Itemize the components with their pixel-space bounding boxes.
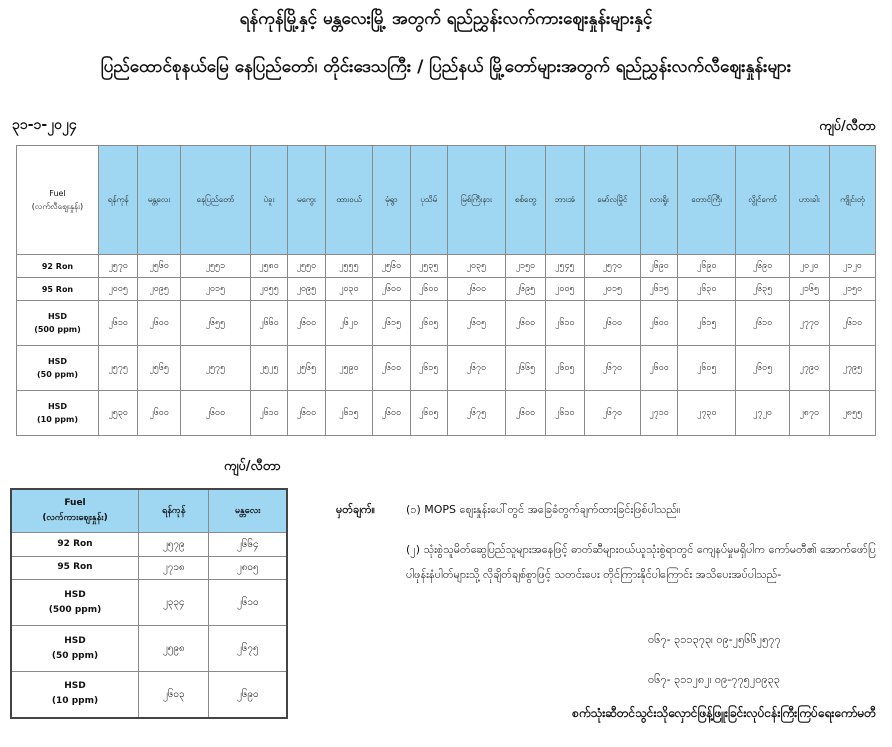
city-header: မန္တလေး <box>138 146 181 255</box>
price-cell: ၂၅၂၅ <box>250 346 287 391</box>
price-cell: ၂၅၄၅ <box>545 255 584 278</box>
city-header: ထားဝယ် <box>325 146 373 255</box>
price-cell: ၂၆၆၅ <box>505 346 545 391</box>
main_table-fuel-header-line: (လက်လီဈေးနှုန်း) <box>31 202 84 211</box>
city-header: ပဲခူး <box>250 146 287 255</box>
price-cell: ၂၅၃၅ <box>410 255 447 278</box>
fuel-type-cell-line: 92 Ron <box>41 261 74 271</box>
city-header: ပုသိမ် <box>410 146 447 255</box>
fuel-type-cell <box>11 533 139 557</box>
price-cell: ၂၅၆၅ <box>288 346 325 391</box>
fuel-type-cell <box>11 580 139 626</box>
price-cell: ၂၅၅၅ <box>325 255 373 278</box>
table-row <box>17 346 876 391</box>
city-header: မကွေး <box>288 146 325 255</box>
note-2: (၂) သုံးစွဲသူမိတ်ဆွေပြည်သူများအနေဖြင့် ဓာတ်ဆီများဝယ်ယူသုံးစွဲရာတွင် ကျေနပ်မှုမရှိပါက ကော်မတီ၏ အောက်ဖော်ပြပါဖုန်းနံပါတ်များသို့ လိုချိတ်ချစ်စွာဖြင့် သတင်းပေး တိုင်ကြားနိုင်ပါကြောင်း အသိပေးအပ်ပါသည်- <box>406 543 876 581</box>
price-cell: ၂၆၉၀ <box>678 255 736 278</box>
price-cell: ၂၀၁၅ <box>180 278 250 301</box>
price-cell: ၂၆၀၀ <box>640 346 677 391</box>
price-cell: ၂၆၉၀ <box>209 671 287 718</box>
price-cell: ၂၆၂၀ <box>325 301 373 346</box>
fuel-type-cell-line: 95 Ron <box>41 284 74 294</box>
retail-table-header-row <box>17 146 876 255</box>
city-header: လားရှိုး <box>640 146 677 255</box>
price-cell: ၂၈၅၅ <box>829 391 875 436</box>
price-cell: ၂၅၆၅ <box>138 346 181 391</box>
price-cell: ၂၆၁၀ <box>736 301 790 346</box>
fuel-type-cell-line: HSD <box>64 589 86 600</box>
unit-label-wholesale: ကျပ်/လီတာ <box>224 459 281 474</box>
fuel-type-cell-line: HSD <box>64 681 86 692</box>
price-cell: ၂၆၅၅ <box>180 301 250 346</box>
fuel-type-cell-line: 95 Ron <box>57 562 93 573</box>
wholesale-price-table <box>10 488 288 719</box>
unit-label-top: ကျပ်/လီတာ <box>819 119 876 134</box>
price-cell: ၂၆၇၀ <box>584 391 640 436</box>
price-cell: ၂၆၀၀ <box>288 391 325 436</box>
fuel-type-cell-line: (500 ppm) <box>34 325 81 335</box>
price-cell: ၂၆၀၅ <box>447 301 505 346</box>
fuel-type-cell-line: (10 ppm) <box>51 696 99 707</box>
price-cell: ၂၆၀၀ <box>447 278 505 301</box>
price-cell: ၂၆၁၅ <box>410 346 447 391</box>
price-cell: ၂၆၀၀ <box>288 301 325 346</box>
price-cell: ၂၅၉၀ <box>325 346 373 391</box>
price-cell: ၂၆၀၀ <box>373 278 410 301</box>
price-cell: ၂၆၀၀ <box>373 346 410 391</box>
table-row <box>11 533 287 557</box>
price-cell: ၂၆၆၀ <box>250 301 287 346</box>
city-header: တောင်ကြီး <box>678 146 736 255</box>
price-cell: ၂၆၀၀ <box>180 391 250 436</box>
price-cell: ၂၆၀၀ <box>505 391 545 436</box>
price-cell: ၂၆၇၀ <box>447 346 505 391</box>
price-cell: ၂၇၇၀ <box>789 301 829 346</box>
price-cell: ၂၀၁၅ <box>584 278 640 301</box>
price-cell: ၂၀၉၅ <box>288 278 325 301</box>
price-cell: ၂၆၇၅ <box>447 391 505 436</box>
table-row <box>11 580 287 626</box>
committee-signature: စက်သုံးဆီတင်သွင်းသိုလှောင်ဖြန့်ဖြူးခြင်းလုပ်ငန်းကြီးကြပ်ရေးကော်မတီ <box>572 706 876 720</box>
price-cell: ၂၆၀၀ <box>373 391 410 436</box>
price-cell: ၂၆၃၅ <box>736 278 790 301</box>
fuel-type-cell <box>11 556 139 580</box>
price-cell: ၂၁၅၀ <box>829 278 875 301</box>
title-line-1: ရန်ကုန်မြို့နှင့် မန္တလေးမြို့ အတွက် ရည်ညွှန်းလက်ကားဈေးနှုန်းများနှင့် <box>239 9 653 29</box>
city-header: မုံရွာ <box>373 146 410 255</box>
price-cell: ၂၈၇၀ <box>789 391 829 436</box>
price-cell: ၂၆၁၀ <box>209 580 287 626</box>
table-row <box>17 301 876 346</box>
price-cell: ၂၅၈၀ <box>250 255 287 278</box>
table-row <box>17 391 876 436</box>
fuel-type-cell-line: HSD <box>47 357 68 367</box>
price-cell: ၂၀၅၅ <box>250 278 287 301</box>
price-cell: ၂၇၉၅ <box>829 346 875 391</box>
price-cell: ၂၆၀၃ <box>139 671 209 718</box>
table-row <box>11 626 287 672</box>
fuel-type-cell-line: (50 ppm) <box>51 650 99 661</box>
price-cell: ၂၆၁၅ <box>325 391 373 436</box>
price-cell: ၂၇၃၀ <box>678 391 736 436</box>
price-cell: ၂၆၀၀ <box>138 301 181 346</box>
fuel-type-cell-line: 92 Ron <box>57 538 93 549</box>
fuel-type-cell <box>11 671 139 718</box>
table-row <box>11 671 287 718</box>
price-cell: ၂၀၃၀ <box>325 278 373 301</box>
city-header: ကျိုင်းတုံ <box>829 146 875 255</box>
fuel-type-cell <box>17 391 99 436</box>
price-cell: ၂၆၁၅ <box>678 301 736 346</box>
main_table-fuel-header <box>17 146 99 255</box>
fuel-type-cell-line: (10 ppm) <box>36 415 79 425</box>
notes-heading: မှတ်ချက်။ <box>336 503 376 516</box>
price-cell: ၂၆၇၀ <box>584 346 640 391</box>
price-cell: ၂၀၀၅ <box>545 278 584 301</box>
price-cell: ၂၆၉၀ <box>640 255 677 278</box>
price-cell: ၂၅၃၀ <box>99 391 138 436</box>
price-cell: ၂၃၃၄ <box>139 580 209 626</box>
price-cell: ၂၁၆၅ <box>789 278 829 301</box>
price-cell: ၂၅၇၀ <box>99 255 138 278</box>
price-cell: ၂၆၁၀ <box>545 391 584 436</box>
price-cell: ၂၅၅၁ <box>180 255 250 278</box>
fuel-type-cell <box>11 626 139 672</box>
price-cell: ၂၁၅၀ <box>505 255 545 278</box>
title-line-2: ပြည်ထောင်စုနယ်မြေ နေပြည်တော်၊ တိုင်းဒေသကြီး / ပြည်နယ် မြို့တော်များအတွက် ရည်ညွှန်းလက်လီဈေးနှုန်းများ <box>100 57 792 77</box>
price-cell: ၂၆၉၀ <box>736 255 790 278</box>
fuel-type-cell <box>17 346 99 391</box>
fuel-type-cell-line: HSD <box>47 402 68 412</box>
price-cell: ၂၆၁၀ <box>250 391 287 436</box>
price-cell: ၂၁၂၀ <box>829 255 875 278</box>
price-cell: ၂၆၁၅ <box>373 301 410 346</box>
price-cell: ၂၆၀၀ <box>138 391 181 436</box>
fuel-type-cell-line: HSD <box>64 635 86 646</box>
city-header: မော်လမြိုင် <box>584 146 640 255</box>
price-cell: ၂၆၀၅ <box>678 346 736 391</box>
price-cell: ၂၆၀၀ <box>640 301 677 346</box>
city-header: ရန်ကုန် <box>99 146 138 255</box>
city-header: မြစ်ကြီးနား <box>447 146 505 255</box>
price-cell: ၂၆၀၅ <box>545 346 584 391</box>
price-cell: ၂၆၀၅ <box>736 346 790 391</box>
fuel-type-cell-line: HSD <box>47 312 68 322</box>
table-row <box>11 556 287 580</box>
price-cell: ၂၆၉၅ <box>505 278 545 301</box>
phone-numbers-2: ၀၆၇- ၃၁၁၂၈၂၊ ၀၉-၇၇၅၂၀၉၃၃ <box>648 673 780 686</box>
fuel-type-cell-line: (500 ppm) <box>48 604 102 615</box>
price-cell: ၂၆၃၀ <box>678 278 736 301</box>
price-cell: ၂၅၉၈ <box>139 626 209 672</box>
retail-price-table <box>16 145 876 436</box>
city-header: မန္တလေး <box>209 489 287 533</box>
phone-numbers-1: ၀၆၇- ၃၁၁၃၇၃၊ ၀၉-၂၅၆၆၂၅၇၇ <box>648 633 781 646</box>
price-cell: ၂၅၆၀ <box>138 255 181 278</box>
price-cell: ၂၀၀၅ <box>99 278 138 301</box>
main_table-fuel-header-line: Fuel <box>49 189 66 198</box>
price-cell: ၂၆၁၅ <box>640 278 677 301</box>
price-cell: ၂၆၀၅ <box>410 391 447 436</box>
note-1: (၁) MOPS ဈေးနှုန်းပေါ်တွင် အခြေခံတွက်ချက်ထားခြင်းဖြစ်ပါသည်။ <box>406 503 681 516</box>
small_table-fuel-header-line: Fuel <box>64 498 86 508</box>
price-cell: ၂၆၀၀ <box>410 278 447 301</box>
table-row <box>17 255 876 278</box>
wholesale-table-header-row <box>11 489 287 533</box>
price-cell: ၂၆၀၀ <box>584 301 640 346</box>
small_table-fuel-header-line: (လက်ကားဈေးနှုန်း) <box>42 513 108 523</box>
price-cell: ၂၈၀၅ <box>209 556 287 580</box>
price-cell: ၂၇၉၀ <box>789 346 829 391</box>
price-cell: ၂၀၂၀ <box>789 255 829 278</box>
city-header: နေပြည်တော် <box>180 146 250 255</box>
price-cell: ၂၆၁၀ <box>99 301 138 346</box>
table-row <box>17 278 876 301</box>
city-header: ဘားအံ <box>545 146 584 255</box>
price-cell: ၂၆၀၀ <box>505 301 545 346</box>
price-cell: ၂၆၇၅ <box>209 626 287 672</box>
price-cell: ၂၆၀၅ <box>410 301 447 346</box>
fuel-type-cell <box>17 255 99 278</box>
city-header: ရန်ကုန် <box>139 489 209 533</box>
fuel-type-cell <box>17 301 99 346</box>
price-cell: ၂၅၆၀ <box>373 255 410 278</box>
price-cell: ၂၇၁၀ <box>640 391 677 436</box>
price-cell: ၂၀၃၅ <box>447 255 505 278</box>
price-cell: ၂၅၇၉ <box>139 533 209 557</box>
price-cell: ၂၆၁၀ <box>829 301 875 346</box>
price-cell: ၂၆၁၀ <box>545 301 584 346</box>
fuel-type-cell <box>17 278 99 301</box>
price-cell: ၂၀၉၅ <box>138 278 181 301</box>
fuel-type-cell-line: (50 ppm) <box>36 370 79 380</box>
city-header: ဟားခါး <box>789 146 829 255</box>
price-cell: ၂၇၂၀ <box>736 391 790 436</box>
date-label: ၃၁-၁-၂၀၂၄ <box>12 117 77 133</box>
small_table-fuel-header <box>11 489 139 533</box>
price-cell: ၂၇၁၈ <box>139 556 209 580</box>
price-cell: ၂၅၇၅ <box>180 346 250 391</box>
price-cell: ၂၅၅၀ <box>288 255 325 278</box>
price-cell: ၂၅၇၀ <box>584 255 640 278</box>
price-cell: ၂၆၆၄ <box>209 533 287 557</box>
city-header: လွိုင်ကော် <box>736 146 790 255</box>
price-cell: ၂၅၇၅ <box>99 346 138 391</box>
city-header: စစ်တွေ <box>505 146 545 255</box>
